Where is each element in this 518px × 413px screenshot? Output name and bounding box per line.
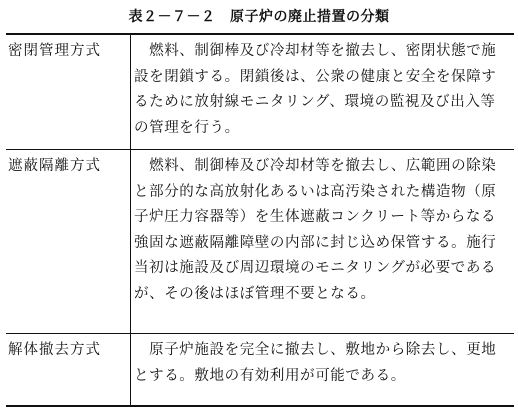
table-row	[6, 35, 514, 149]
decommissioning-table	[6, 33, 514, 407]
description-line: 燃料、制御棒及び冷却材等を撤去し、密閉状態で施	[134, 43, 497, 59]
description-line: 設を閉鎖する。閉鎖後は、公衆の健康と安全を保障す	[134, 68, 497, 85]
description-line: るために放射線モニタリング、環境の監視及び出入等	[134, 94, 496, 110]
method-name: 遮蔽隔離方式	[8, 158, 101, 174]
method-description	[134, 338, 512, 389]
description-line: の管理を行う。	[134, 119, 240, 136]
description-line: 燃料、制御棒及び冷却材等を撤去し、広範囲の除染	[134, 158, 497, 174]
description-line: 原子炉施設を完全に撤去し、敷地から除去し、更地	[134, 342, 497, 358]
table-row	[6, 149, 514, 334]
description-line: が、その後はほぼ管理不要となる。	[134, 285, 376, 302]
table-row	[6, 333, 514, 406]
table-title: 表２－７－２ 原子炉の廃止措置の分類	[128, 9, 390, 25]
method-name: 解体撤去方式	[8, 342, 101, 358]
description-line: 当初は施設及び周辺環境のモニタリングが必要である	[134, 260, 497, 276]
description-line: 子炉圧力容器等）を生体遮蔽コンクリート等からなる	[134, 209, 497, 225]
method-description	[134, 39, 512, 141]
description-line: 強固な遮蔽隔離障壁の内部に封じ込め保管する。施行	[134, 234, 497, 251]
method-name: 密閉管理方式	[8, 43, 101, 59]
method-description	[134, 154, 512, 307]
description-line: と部分的な高放射化あるいは高汚染された構造物（原	[134, 183, 497, 200]
description-line: とする。敷地の有効利用が可能である。	[134, 367, 406, 384]
